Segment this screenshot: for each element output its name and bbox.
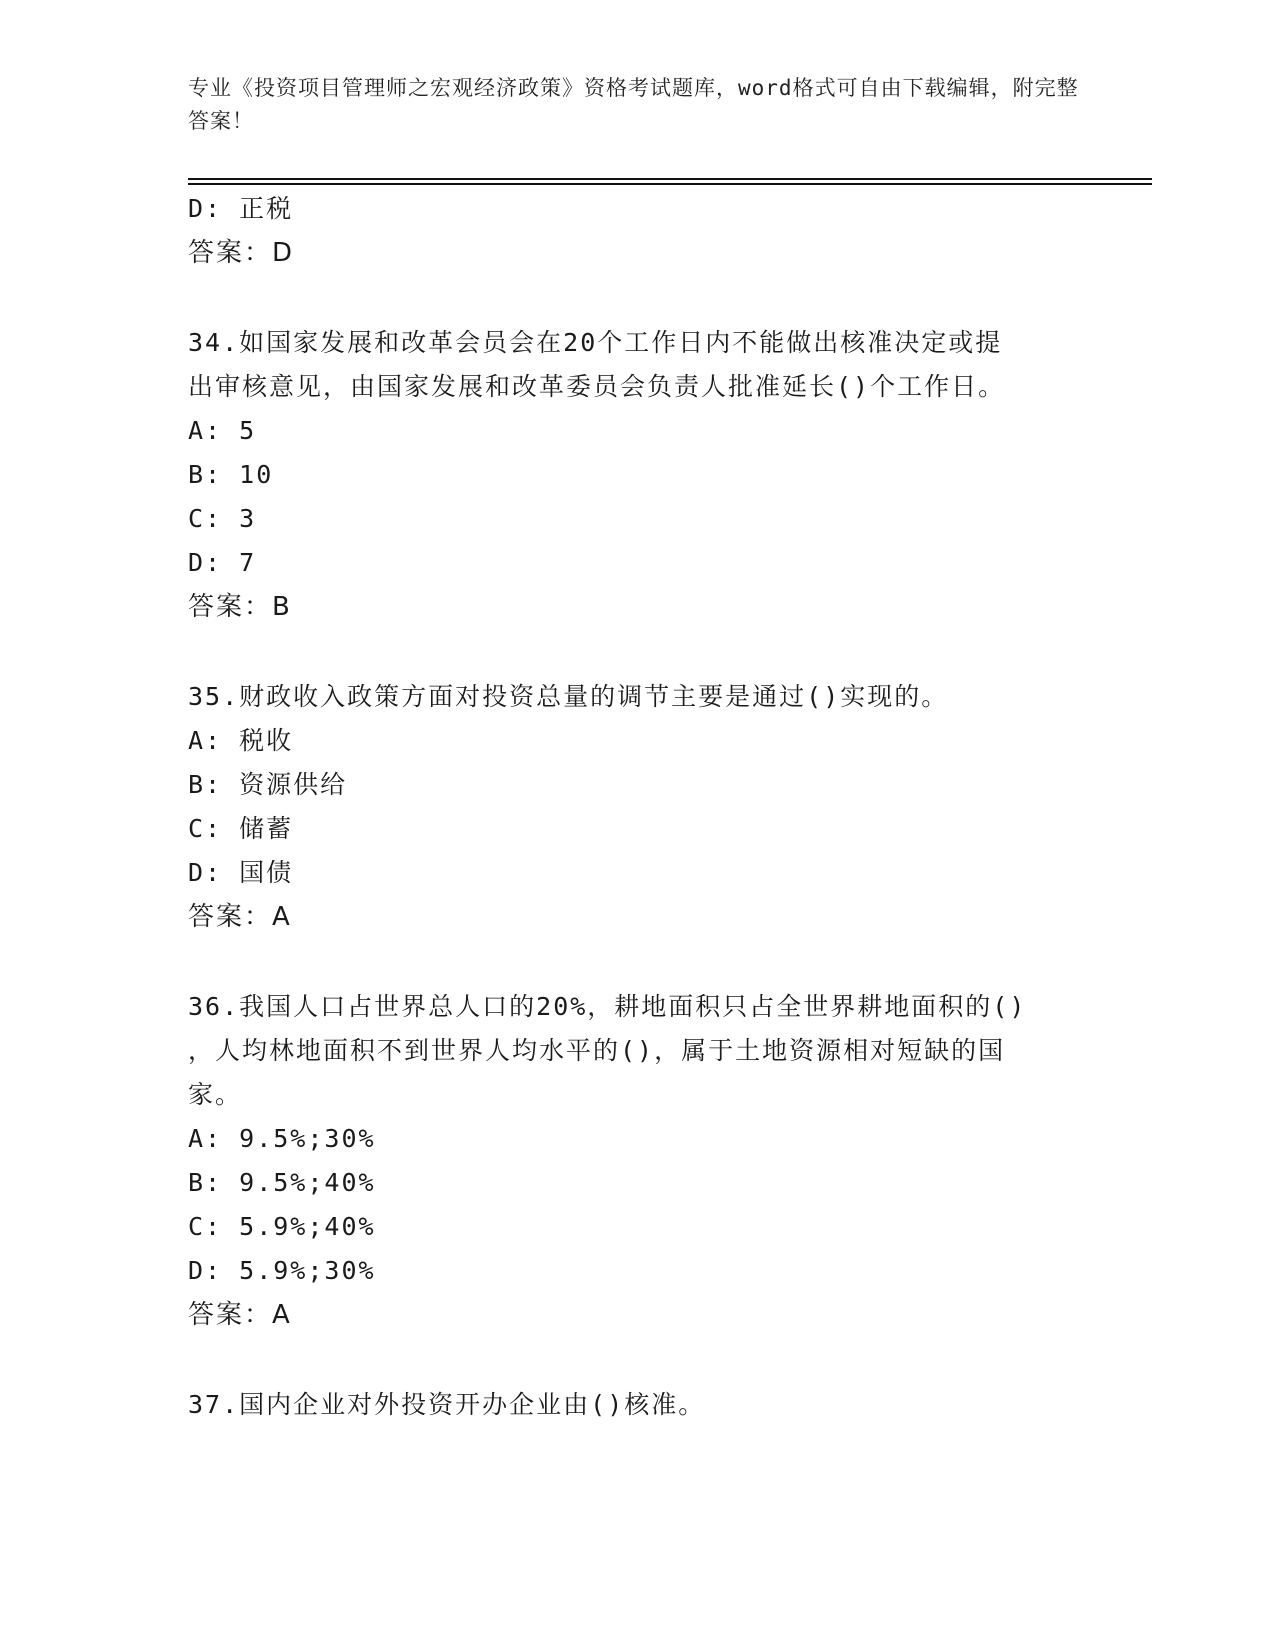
question-35-answer: 答案：A (188, 902, 292, 932)
question-36-stem-line-3: 家。 (188, 1080, 243, 1109)
question-37-stem-line-1: 37.国内企业对外投资开办企业由()核准。 (188, 1390, 706, 1419)
question-34-stem-line-1: 34.如国家发展和改革会员会在20个工作日内不能做出核准决定或提 (188, 328, 1003, 357)
question-34-option-b: B: 10 (188, 460, 274, 489)
question-36-option-b: B: 9.5%;40% (188, 1168, 376, 1197)
question-35-option-c: C: 储蓄 (188, 814, 294, 843)
option-d: D: 正税 (188, 194, 294, 223)
question-36-answer: 答案：A (188, 1300, 292, 1330)
question-36-option-a: A: 9.5%;30% (188, 1124, 376, 1153)
question-35-option-b: B: 资源供给 (188, 770, 348, 799)
question-36-stem-line-2: ，人均林地面积不到世界人均水平的()，属于土地资源相对短缺的国 (188, 1036, 1006, 1065)
question-36-option-c: C: 5.9%;40% (188, 1212, 376, 1241)
question-36-stem-line-1: 36.我国人口占世界总人口的20%，耕地面积只占全世界耕地面积的() (188, 992, 1027, 1021)
question-34-option-a: A: 5 (188, 416, 257, 445)
header-divider-bottom (188, 183, 1152, 185)
question-35-option-d: D: 国债 (188, 858, 294, 887)
answer: 答案：D (188, 238, 295, 268)
question-34-option-d: D: 7 (188, 548, 257, 577)
question-34-answer: 答案：B (188, 592, 292, 622)
question-35-stem-line-1: 35.财政收入政策方面对投资总量的调节主要是通过()实现的。 (188, 682, 949, 711)
question-35-option-a: A: 税收 (188, 726, 294, 755)
question-34-stem-line-2: 出审核意见，由国家发展和改革委员会负责人批准延长()个工作日。 (188, 372, 1006, 401)
question-36-option-d: D: 5.9%;30% (188, 1256, 376, 1285)
header-divider-top (188, 178, 1152, 180)
question-34-option-c: C: 3 (188, 504, 257, 533)
document-header: 专业《投资项目管理师之宏观经济政策》资格考试题库，word格式可自由下载编辑，附完整答案！ (188, 76, 1079, 133)
